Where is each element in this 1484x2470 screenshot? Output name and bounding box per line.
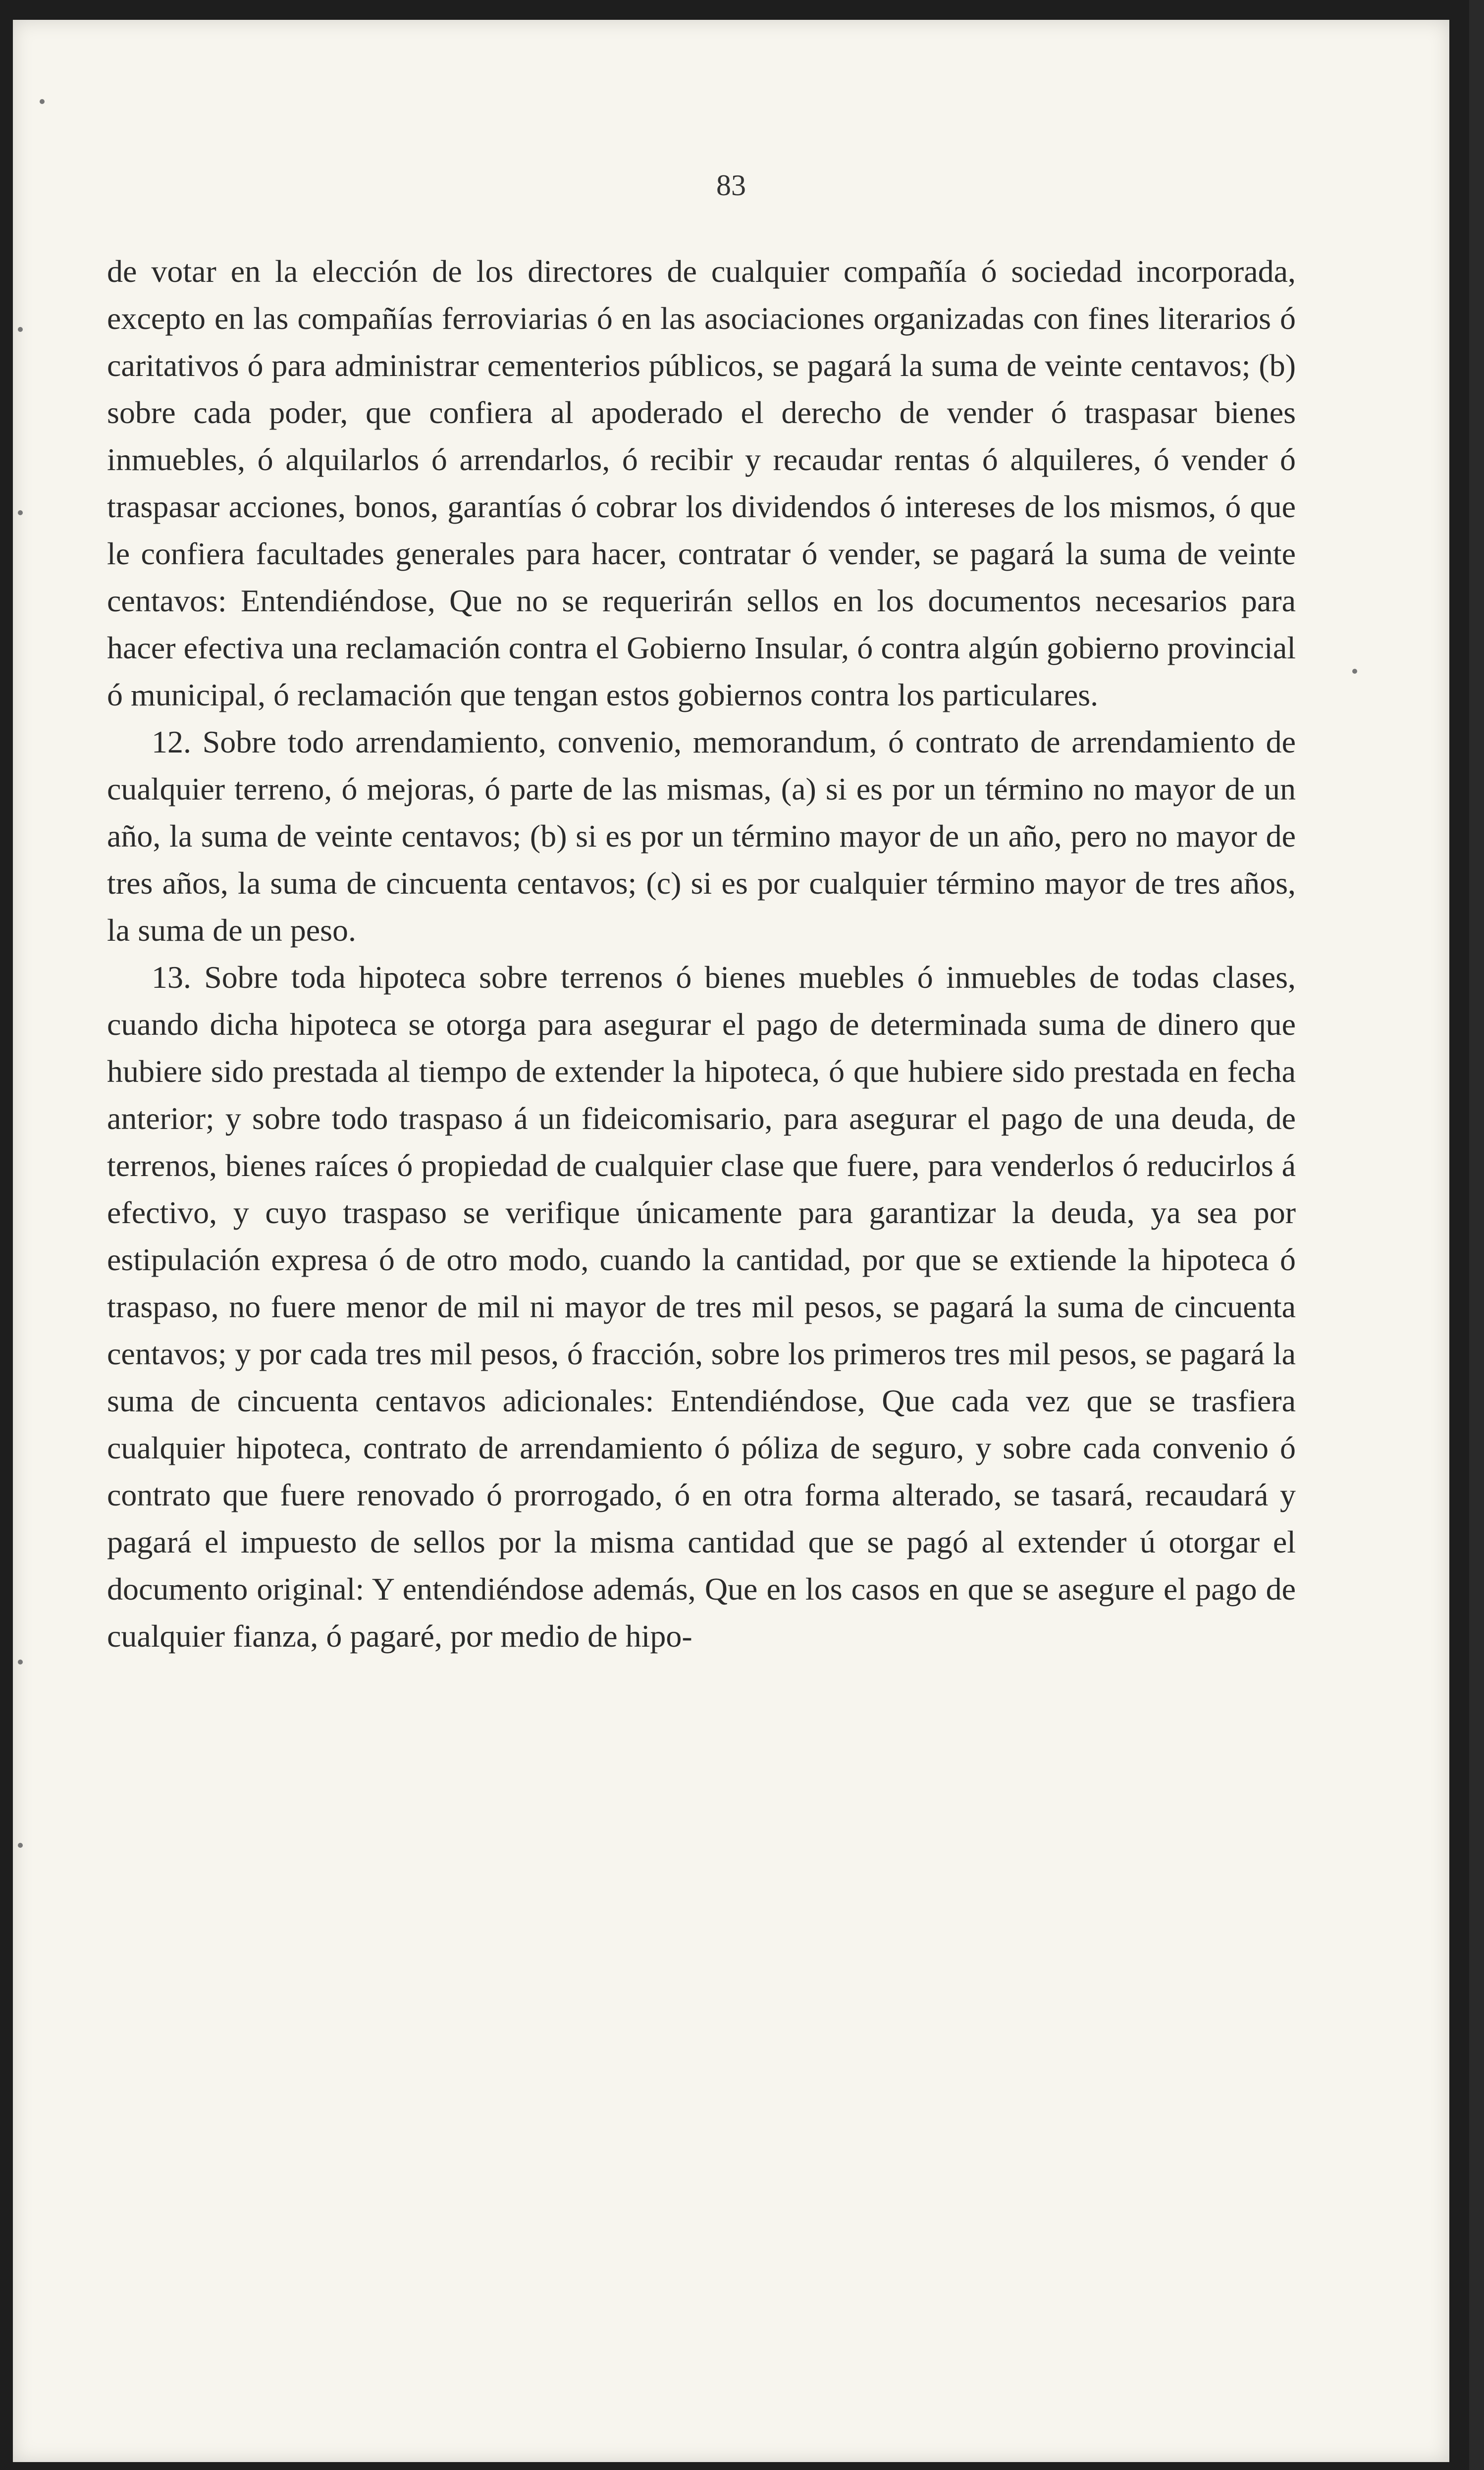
margin-dot [18,327,23,332]
paragraph-section-13: 13. Sobre toda hipoteca sobre terrenos ó bienes muebles ó inmuebles de todas clases, cuando dicha hipoteca se otorga para asegurar el pago de determinada suma de dinero que hubiere sido prestada al tiempo de extender la hipoteca, ó que hubiere sido prestada en fecha anterior; y sobre todo traspaso á un fideicomisario, para asegurar el pago de una deuda, de terrenos, bienes raíces ó propiedad de cualquier clase que fuere, para venderlos ó reducirlos á efectivo, y cuyo traspaso se verifique únicamente para garantizar la deuda, ya sea por estipulación expresa ó de otro modo, cuando la cantidad, por que se extiende la hipoteca ó traspaso, no fuere menor de mil ni mayor de tres mil pesos, se pagará la suma de cincuenta centavos; y por cada tres mil pesos, ó fracción, sobre los primeros tres mil pesos, se pagará la suma de cincuenta centavos adicionales: Entendiéndose, Que cada vez que se trasfiera cualquier hipoteca, contrato de arrendamiento ó póliza de seguro, y sobre cada convenio ó contrato que fuere renovado ó prorrogado, ó en otra forma alterado, se tasará, recaudará y pagará el impuesto de sellos por la misma cantidad que se pagó al extender ú otorgar el documento original: Y entendiéndose además, Que en los casos en que se asegure el pago de cualquier fianza, ó pagaré, por medio de hipo- [107,960,1296,1654]
body-text [107,248,1296,1660]
scan-edge [1469,0,1484,2470]
margin-dot [18,510,23,515]
paragraph-section-12: 12. Sobre todo arrendamiento, convenio, memorandum, ó contrato de arrendamiento de cualquier terreno, ó mejoras, ó parte de las mismas, (a) si es por un término no mayor de un año, la suma de veinte centavos; (b) si es por un término mayor de un año, pero no mayor de tres años, la suma de cincuenta centavos; (c) si es por cualquier término mayor de tres años, la suma de un peso. [107,724,1296,948]
margin-dot [18,1660,23,1665]
margin-dot [40,99,45,104]
paragraph-continuation: de votar en la elección de los directores de cualquier compañía ó sociedad incorporada, excepto en las compañías ferroviarias ó en las asociaciones organizadas con fines literarios ó caritativos ó para administrar cementerios públicos, se pagará la suma de veinte centavos; (b) sobre cada poder, que confiera al apoderado el derecho de vender ó traspasar bienes inmuebles, ó alquilarlos ó arrendarlos, ó recibir y recaudar rentas ó alquileres, ó vender ó traspasar acciones, bonos, garantías ó cobrar los dividendos ó intereses de los mismos, ó que le confiera facultades generales para hacer, contratar ó vender, se pagará la suma de veinte centavos: Entendiéndose, Que no se requerirán sellos en los documentos necesarios para hacer efectiva una reclamación contra el Gobierno Insular, ó contra algún gobierno provincial ó municipal, ó reclamación que tengan estos gobiernos contra los particulares. [107,254,1296,712]
page-number: 83 [716,169,746,202]
margin-dot [1352,669,1357,674]
margin-dot [18,1843,23,1848]
document-page [13,20,1449,2462]
